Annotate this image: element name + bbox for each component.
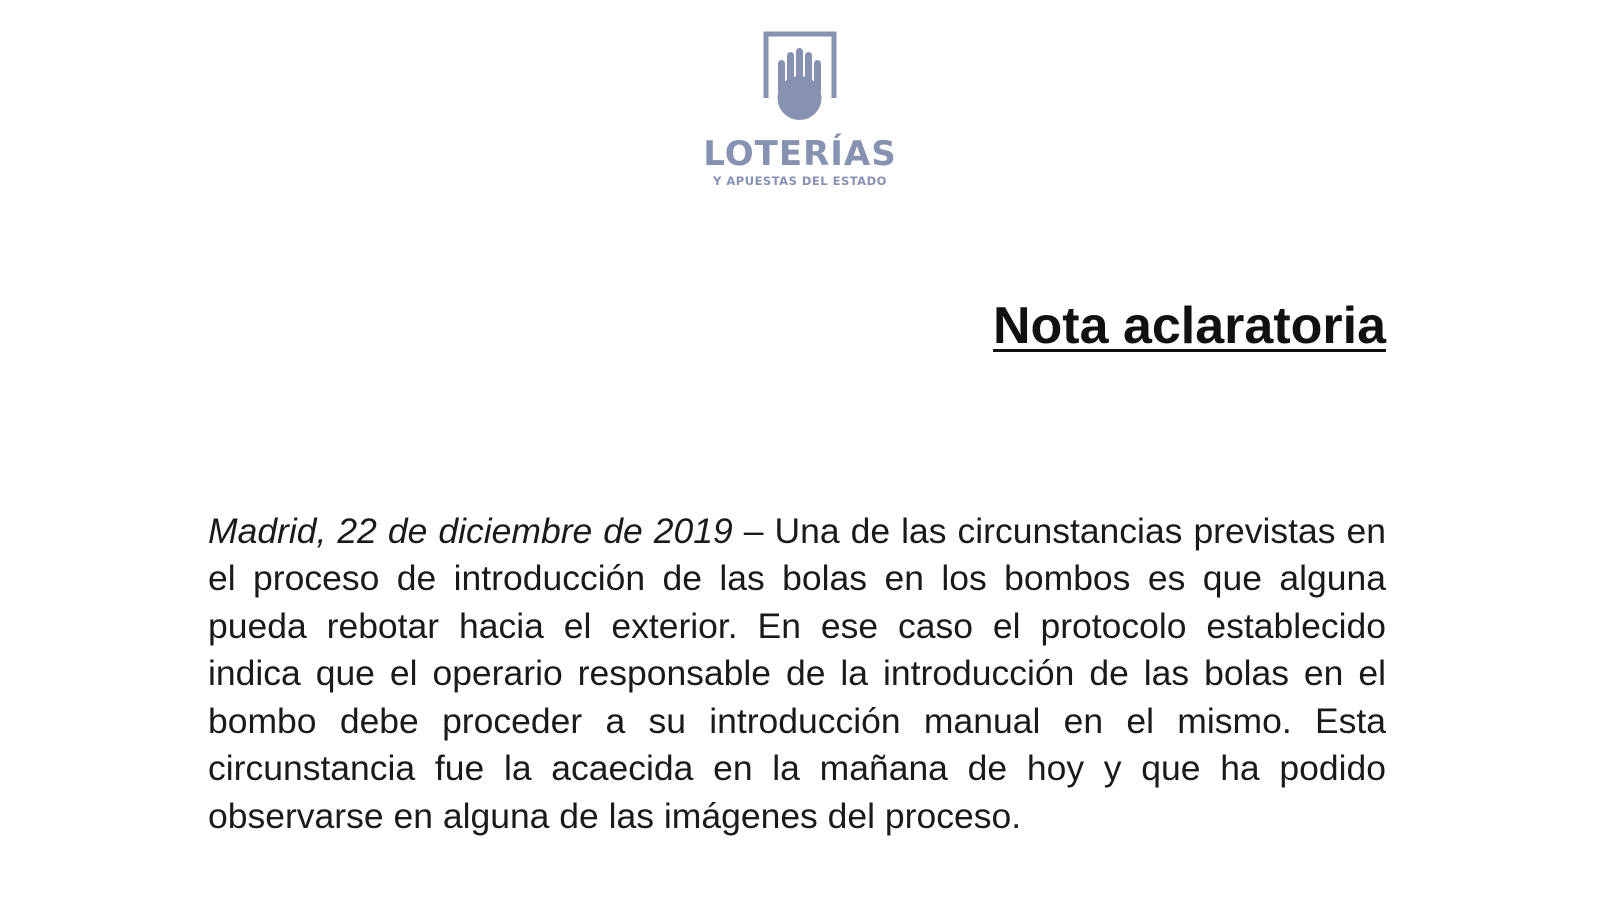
body-text: Una de las circunstancias previstas en el proceso de introducción de las bolas en los bombos es que alguna pueda rebotar hacia el exterior. En ese caso el protocolo establecido indica que el operario responsable de la introducción de las bolas en el bombo debe proceder a su introducción manual en el mismo. Esta circunstancia fue la acaecida en la mañana de hoy y que ha podido observarse en alguna de las imágenes del proceso. bbox=[208, 510, 1386, 836]
dateline: Madrid, 22 de diciembre de 2019 bbox=[208, 510, 733, 551]
document-title: Nota aclaratoria bbox=[992, 297, 1386, 355]
logo-wordmark: LOTERÍAS bbox=[703, 134, 897, 174]
document-body-paragraph bbox=[208, 508, 1386, 841]
lotterias-hand-icon bbox=[760, 28, 840, 128]
logo-subtitle: Y APUESTAS DEL ESTADO bbox=[713, 174, 887, 188]
organization-logo bbox=[690, 28, 910, 188]
dateline-separator: – bbox=[732, 510, 775, 551]
